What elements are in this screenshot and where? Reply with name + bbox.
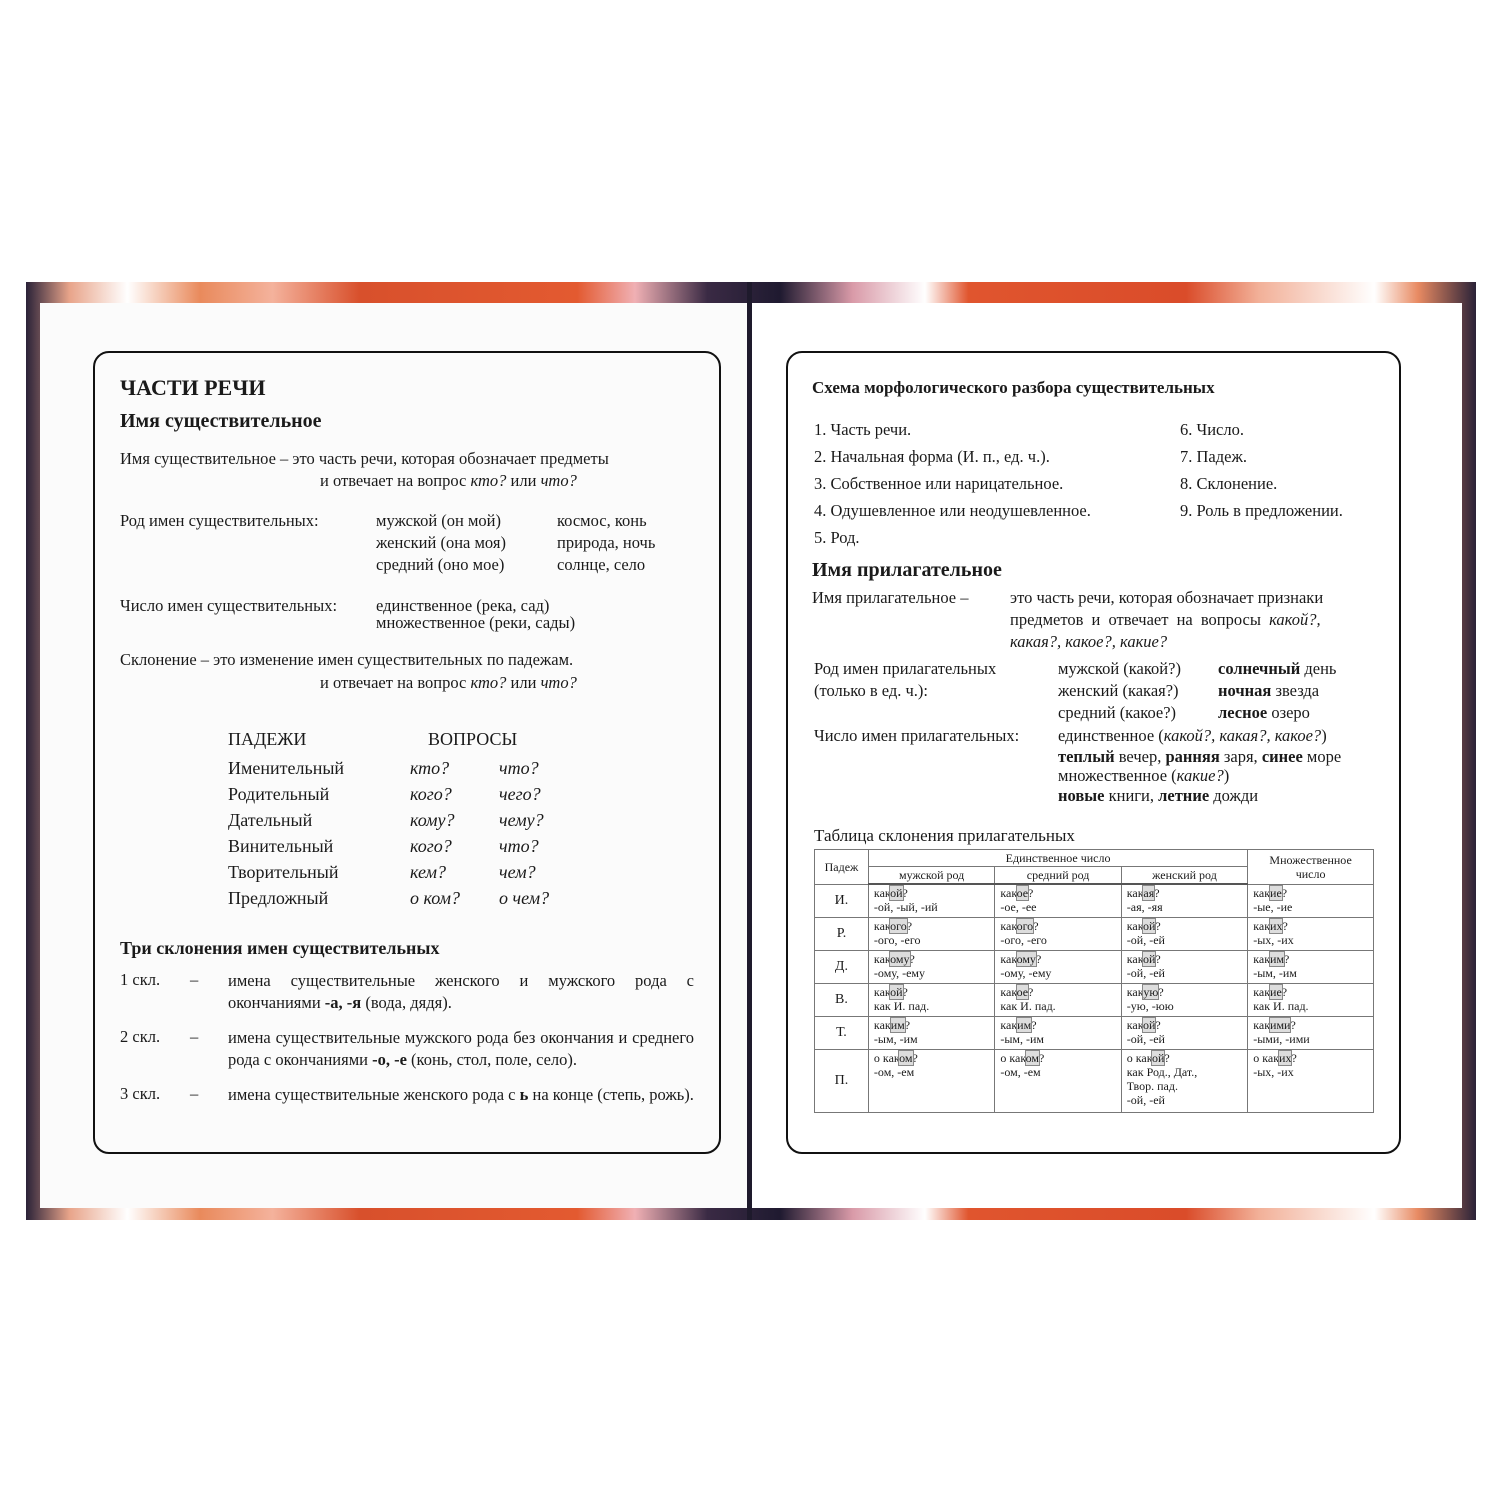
question-word [874,886,989,900]
ending-note: -ым, -им [873,1032,918,1046]
ending-note: -ым, -им [1253,966,1297,980]
ending-note: -ое, -ее [1000,900,1037,914]
notebook-spine [747,282,752,1220]
ending-note: -ых, -их [1253,1065,1294,1079]
case-question: что? [499,836,539,856]
ending-note: -ым, -им [1000,1032,1045,1046]
declension-cell [868,1017,994,1050]
declension-definition-line1: Склонение – это изменение имен существительных по падежам. [120,650,574,669]
word-ending: ого [890,919,907,933]
word-stem: как [873,952,891,966]
ending-note: -ой, -ый, -ий [873,900,938,914]
declension-cell [1248,1017,1374,1050]
case-cell: В. [815,984,869,1017]
word-stem: как [1253,919,1271,933]
table-row [815,918,1374,951]
question-word [1253,1018,1368,1032]
declension-cell [868,984,994,1017]
word-ending: ом [899,1051,913,1065]
adj-number-plural-examples: новые книги, летние дожди [1058,786,1259,805]
word-ending: ому [1016,952,1036,966]
word-ending: ом [1025,1051,1039,1065]
declension-text: имена существительные женского и мужского рода с окончаниями -а, -я (вода, дядя). [228,971,694,1012]
declension-definition-line2: и отвечает на вопрос кто? или что? [320,673,577,692]
section-title-adjective: Имя прилагательное [812,559,1002,581]
ending-note: -ому, -ему [873,966,925,980]
declension-cell [1248,884,1374,918]
case-question: о ком? [410,888,461,908]
word-stem: как [1126,985,1144,999]
dash: – [190,1027,199,1046]
question-mark: ? [1155,952,1161,966]
question-mark: ? [902,886,908,900]
question-word [1127,952,1242,966]
question-word [1253,886,1368,900]
word-stem: как [873,1018,891,1032]
case-question: кем? [410,862,446,882]
question-word [1127,919,1242,933]
page-title: ЧАСТИ РЕЧИ [120,375,266,400]
ending-note: -ом, -ем [873,1065,915,1079]
case-question: чего? [499,784,541,804]
case-name: Творительный [228,862,339,882]
question-mark: ? [1155,919,1161,933]
word-ending: ие [1270,985,1282,999]
gender-kind: мужской (он мой) [376,511,501,530]
gender-example: природа, ночь [557,533,656,552]
word-ending: их [1279,1051,1292,1065]
question-word [1000,1018,1115,1032]
table-row [815,1017,1374,1050]
declension-cell [995,984,1121,1017]
word-stem: как [1000,985,1017,999]
ending-note: -ой, -ей [1126,1032,1165,1046]
three-declensions-title: Три склонения имен существительных [120,938,440,958]
adj-definition-line1: это часть речи, которая обозначает признаки [1010,588,1324,607]
question-word [1000,985,1115,999]
gender-kind: мужской (какой?) [1058,659,1181,678]
column-header-singular: Единственное число [868,850,1247,867]
question-word [1127,1018,1242,1032]
word-stem: как [1000,1018,1018,1032]
scheme-item: 5. Род. [814,528,860,547]
question-word [1000,1051,1115,1065]
word-ending: ой [890,985,903,999]
column-header-plural: Множественное число [1248,850,1374,885]
word-ending: ой [1142,919,1156,933]
scheme-item: 7. Падеж. [1180,447,1247,466]
table-row [815,1050,1374,1113]
case-cell: И. [815,884,869,918]
ending-note: -ыми, -ими [1253,1032,1310,1046]
word-stem: как [1000,952,1017,966]
ending-note: как И. пад. [873,999,930,1013]
question-word [1000,919,1115,933]
question-word [1127,1051,1242,1065]
question-word [1000,886,1115,900]
scheme-item: 8. Склонение. [1180,474,1278,493]
ending-note: Твор. пад. [1126,1079,1178,1093]
question-word [1253,952,1368,966]
table-row [815,984,1374,1017]
case-question: кого? [410,784,452,804]
word-ending: ое [1016,985,1029,999]
declension-cell [1121,918,1247,951]
gender-example: солнечный день [1218,659,1337,678]
ending-note: -ого, -его [1000,933,1047,947]
adj-number-label: Число имен прилагательных: [814,726,1020,745]
ending-note: как И. пад. [1000,999,1056,1013]
case-name: Винительный [228,836,334,856]
question-word [1127,985,1242,999]
questions-header: ВОПРОСЫ [428,729,518,749]
declension-cell [1121,1050,1247,1113]
declension-label: 3 скл. [120,1084,161,1103]
case-cell: Т. [815,1017,869,1050]
word-ending: им [1017,1018,1032,1032]
gender-kind: женский (какая?) [1058,681,1179,700]
question-mark: ? [1282,919,1288,933]
case-name: Родительный [228,784,330,804]
declension-cell [1248,984,1374,1017]
case-question: о чем? [499,888,550,908]
question-word [874,1051,989,1065]
word-ending: ие [1270,885,1282,900]
noun-number-label: Число имен существительных: [120,596,338,615]
declension-cell [868,1050,994,1113]
word-ending: ой [1142,1018,1156,1032]
noun-definition-line1: Имя существительное – это часть речи, которая обозначает предметы [120,449,609,468]
word-ending: ое [1016,886,1029,900]
ending-note: -ом, -ем [1000,1065,1041,1079]
word-stem: как [1126,886,1144,900]
adj-definition-line2: предметов и отвечает на вопросы какой?, [1010,610,1321,629]
question-word [1253,919,1368,933]
declension-cell [995,1017,1121,1050]
adj-definition-lead: Имя прилагательное – [812,588,969,607]
word-ending: ому [890,952,910,966]
declension-cell [1121,984,1247,1017]
gender-kind: средний (оно мое) [376,555,505,574]
word-stem: о как [1126,1051,1152,1065]
case-question: чем? [499,862,536,882]
declension-label: 2 скл. [120,1027,161,1046]
table-row [815,884,1374,918]
case-name: Предложный [228,888,329,908]
word-stem: как [1253,985,1271,999]
declension-cell [868,884,994,918]
word-stem: о как [1000,1051,1026,1065]
ending-note: -ая, -яя [1126,900,1163,914]
gender-example: ночная звезда [1218,681,1320,700]
ending-note: -ой, -ей [1126,933,1165,947]
declension-cell [995,884,1121,918]
word-stem: как [1000,919,1017,933]
scheme-item: 6. Число. [1180,420,1244,439]
adj-gender-label: Род имен прилагательных [814,659,997,678]
question-mark: ? [1154,886,1160,900]
gender-example: солнце, село [557,555,646,574]
question-mark: ? [902,985,908,999]
column-header-neuter: средний род [995,867,1121,885]
adj-gender-label-note: (только в ед. ч.): [814,681,929,700]
case-question: кому? [410,810,455,830]
case-name: Именительный [228,758,345,778]
word-stem: как [873,919,891,933]
scheme-title: Схема морфологического разбора существительных [812,378,1215,397]
word-ending: им [890,1018,905,1032]
declension-cell [1248,951,1374,984]
column-header-feminine: женский род [1121,867,1247,885]
word-ending: ой [1151,1051,1165,1065]
question-word [1127,886,1242,900]
case-question: кто? [410,758,450,778]
question-word [1253,1051,1368,1065]
question-mark: ? [1164,1051,1170,1065]
question-word [874,952,989,966]
declension-table [814,849,1374,1113]
declension-label: 1 скл. [120,970,161,989]
declension-cell [995,918,1121,951]
dash: – [190,1084,199,1103]
question-mark: ? [1158,985,1164,999]
case-question: что? [499,758,539,778]
question-mark: ? [1031,1018,1037,1032]
question-word [1253,985,1368,999]
question-mark: ? [909,952,915,966]
case-question: кого? [410,836,452,856]
ending-note: -ому, -ему [1000,966,1052,980]
adj-number-plural: множественное (какие?) [1058,766,1230,785]
declension-cell [1248,1050,1374,1113]
adj-definition-line3: какая?, какое?, какие? [1010,632,1168,651]
ending-note: -ой, -ей [1126,966,1165,980]
question-mark: ? [1281,885,1288,900]
declension-cell [1248,918,1374,951]
scheme-item: 2. Начальная форма (И. п., ед. ч.). [814,447,1050,466]
word-ending: ими [1270,1018,1291,1032]
scheme-item: 9. Роль в предложении. [1180,501,1343,520]
ending-note: -ых, -их [1253,933,1294,947]
ending-note: как Род., Дат., [1126,1065,1198,1079]
question-mark: ? [1033,919,1039,933]
question-mark: ? [904,1018,911,1032]
question-mark: ? [912,1051,918,1065]
word-ending: им [1270,952,1285,966]
declension-cell [868,951,994,984]
declension-cell [1121,1017,1247,1050]
scheme-item: 4. Одушевленное или неодушевленное. [814,501,1091,520]
declension-cell [995,1050,1121,1113]
ending-note: -ые, -ие [1253,899,1293,914]
number-value: множественное (реки, сады) [376,613,576,632]
scheme-item: 1. Часть речи. [814,420,912,439]
question-word [874,919,989,933]
word-stem: как [1126,952,1143,966]
question-mark: ? [906,919,913,933]
word-stem: как [1000,886,1017,900]
declension-text: имена существительные мужского рода без окончания и среднего рода с окончаниями -о, -е (конь, стол, поле, село). [228,1028,694,1069]
case-name: Дательный [228,810,313,830]
table-row [815,951,1374,984]
question-mark: ? [1291,1051,1297,1065]
word-stem: как [1253,1018,1271,1032]
question-word [874,1018,989,1032]
question-mark: ? [1284,952,1290,966]
declension-cell [1121,951,1247,984]
question-mark: ? [1028,985,1034,999]
declension-cell [868,918,994,951]
word-ending: ая [1143,886,1155,900]
column-header-case: Падеж [815,850,869,885]
ending-note: -ой, -ей [1126,1093,1165,1107]
dash: – [190,970,199,989]
number-value: единственное (река, сад) [376,596,550,615]
word-ending: ого [1016,919,1034,933]
word-ending: их [1270,919,1283,933]
question-mark: ? [1281,985,1288,999]
case-cell: П. [815,1050,869,1113]
column-header-masculine: мужской род [868,867,994,885]
word-stem: о как [873,1051,900,1065]
question-mark: ? [1028,886,1034,900]
word-stem: как [1126,1018,1143,1032]
word-ending: ой [890,886,903,900]
adj-number-singular: единственное (какой?, какая?, какое?) [1058,726,1327,745]
section-title-noun: Имя существительное [120,410,322,432]
word-ending: ой [1142,952,1156,966]
question-mark: ? [1290,1018,1296,1032]
question-word [874,985,989,999]
gender-kind: средний (какое?) [1058,703,1177,722]
question-mark: ? [1038,1051,1045,1065]
case-cell: Д. [815,951,869,984]
question-word [1000,952,1115,966]
cases-header: ПАДЕЖИ [228,729,307,749]
adj-number-singular-examples: теплый вечер, ранняя заря, синее море [1058,747,1342,766]
gender-example: лесное озеро [1218,703,1310,722]
word-stem: о как [1253,1051,1280,1065]
declension-text: имена существительные женского рода с ь на конце (степь, рожь). [228,1085,694,1104]
ending-note: -ую, -юю [1126,999,1174,1013]
word-stem: как [1253,885,1271,900]
ending-note: как И. пад. [1253,999,1309,1013]
gender-kind: женский (она моя) [376,533,506,552]
word-stem: как [873,985,891,999]
case-cell: Р. [815,918,869,951]
word-stem: как [873,886,891,900]
noun-definition-line2: и отвечает на вопрос кто? или что? [320,471,577,490]
table-title: Таблица склонения прилагательных [814,826,1075,845]
question-mark: ? [1035,952,1042,966]
case-question: чему? [499,810,544,830]
word-ending: ую [1143,985,1159,999]
gender-example: космос, конь [557,511,647,530]
word-stem: как [1253,952,1271,966]
ending-note: -ого, -его [873,933,921,947]
question-mark: ? [1155,1018,1161,1032]
declension-cell [995,951,1121,984]
word-stem: как [1126,919,1143,933]
declension-cell [1121,884,1247,918]
noun-gender-label: Род имен существительных: [120,511,319,530]
scheme-item: 3. Собственное или нарицательное. [814,474,1064,493]
